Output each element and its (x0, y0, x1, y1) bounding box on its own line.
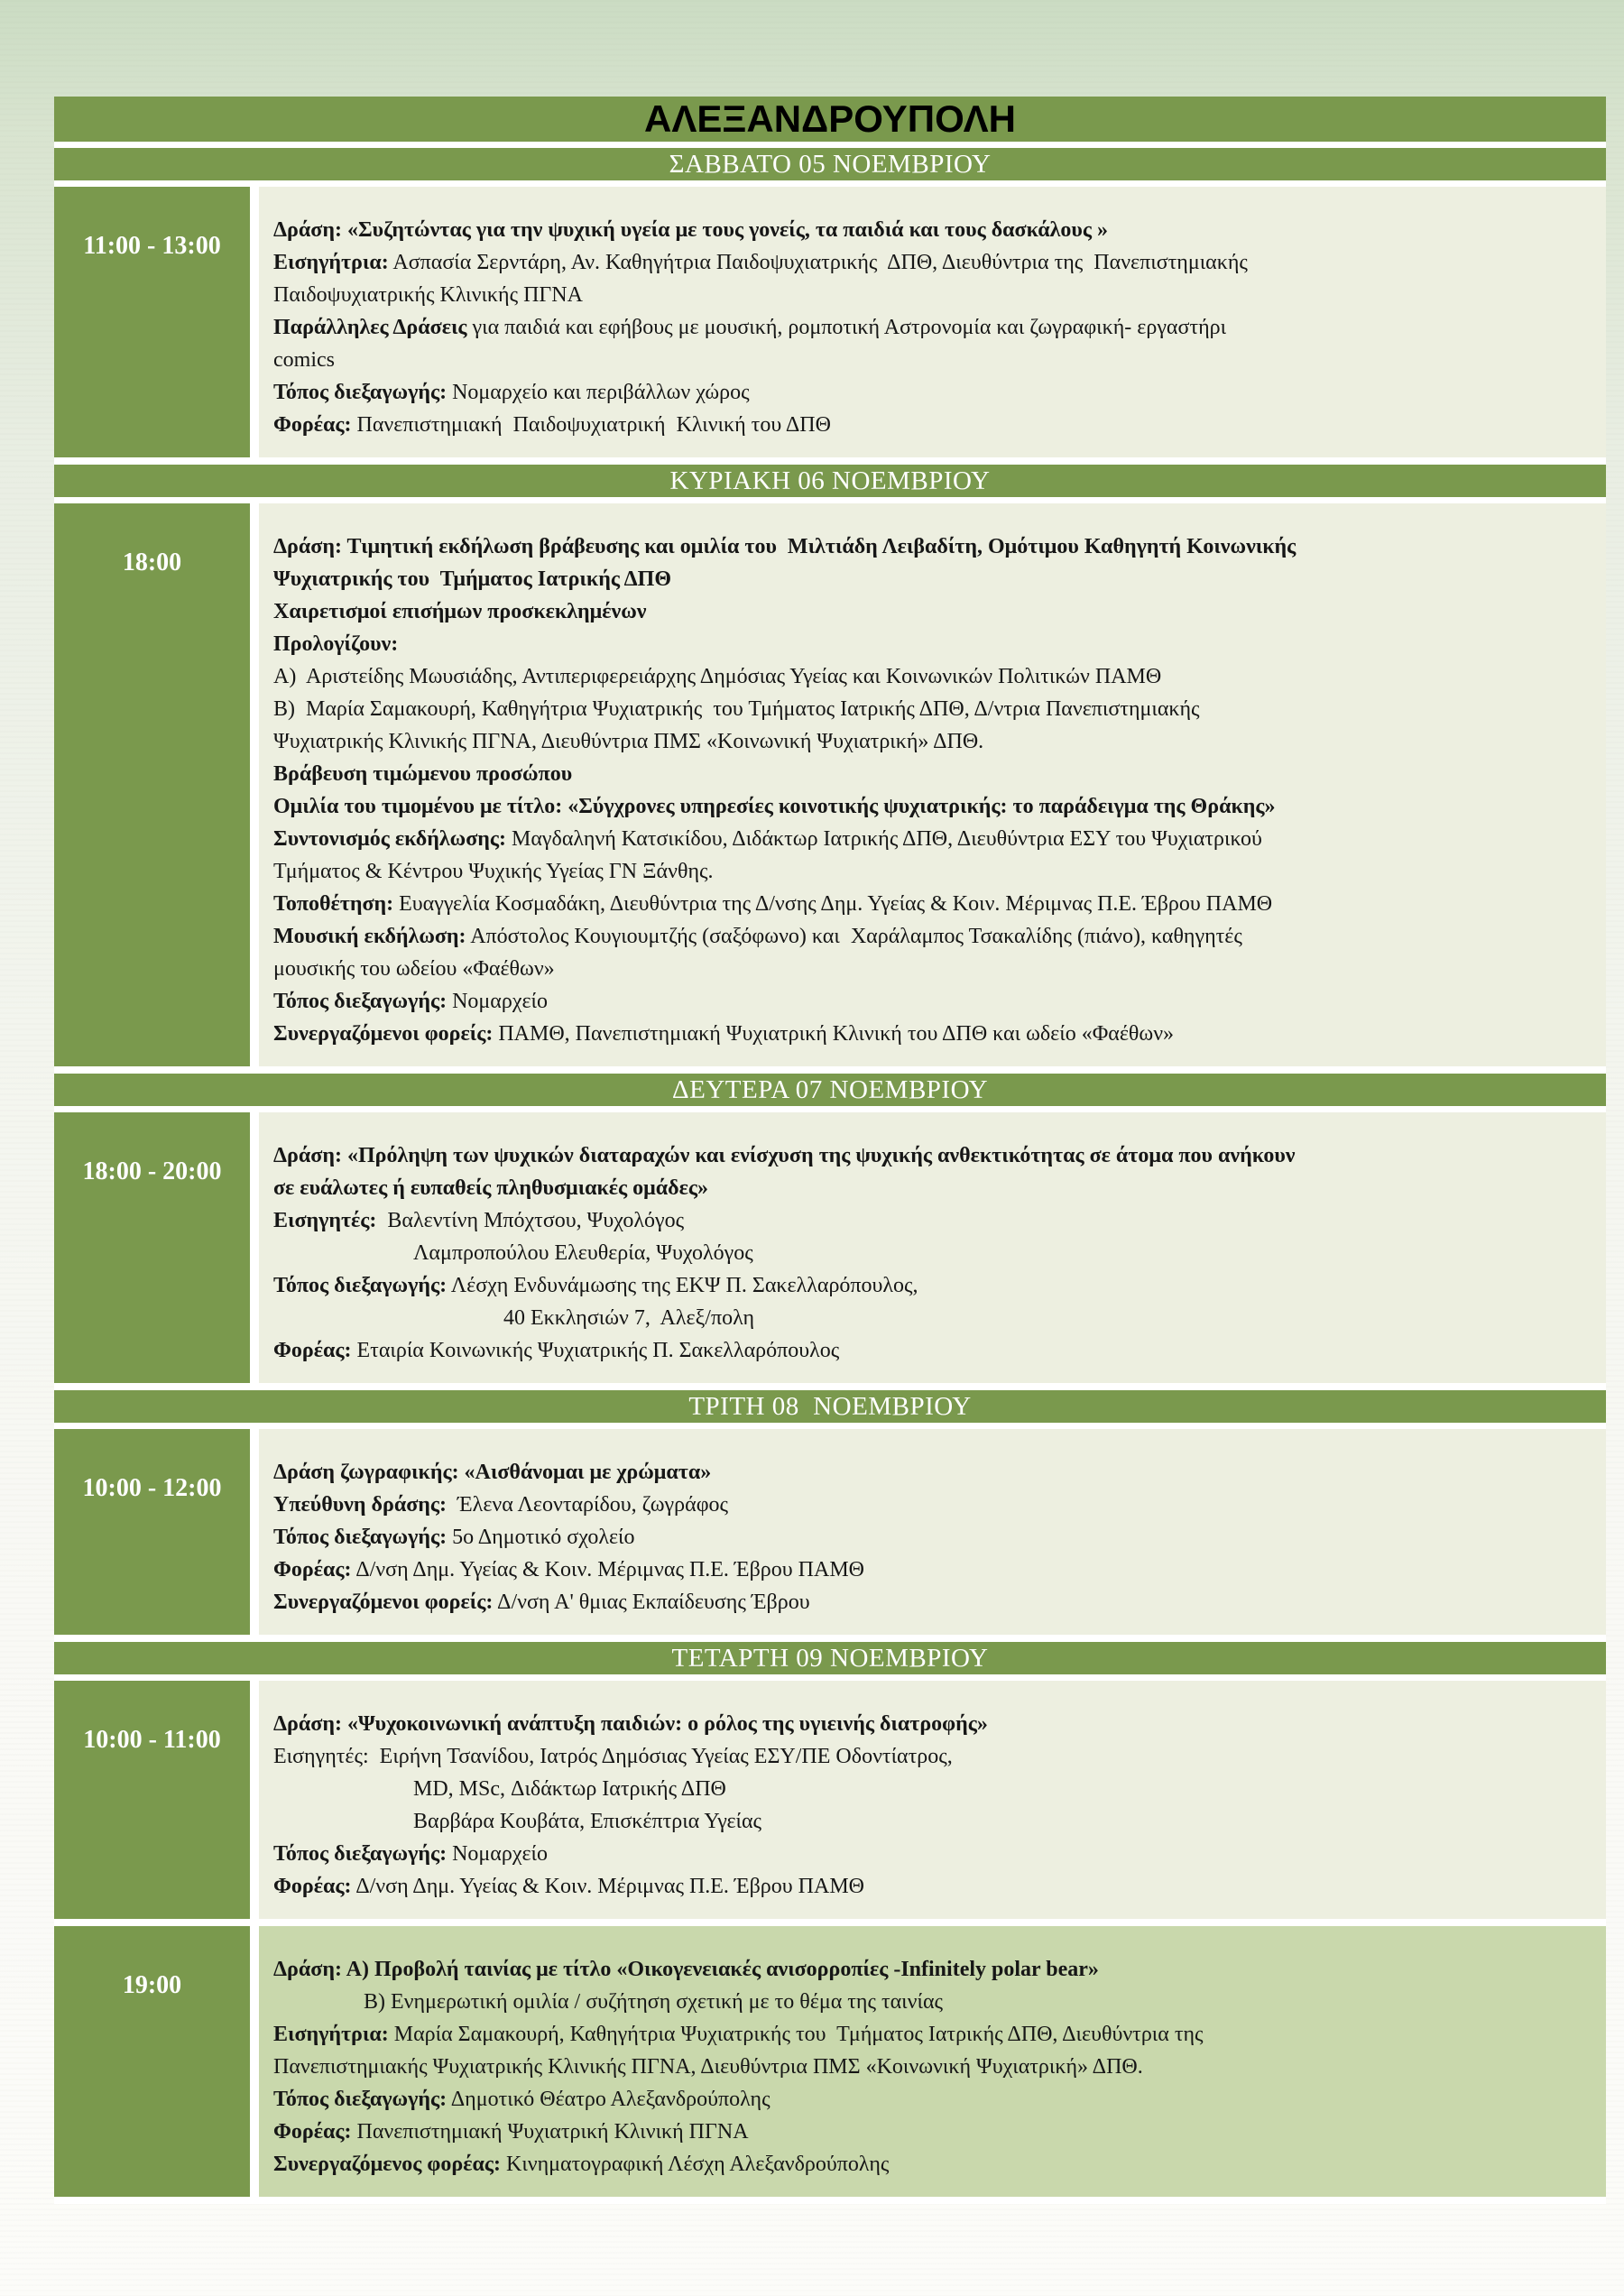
schedule-row (54, 1112, 1606, 1383)
label-text: Τόπος διεξαγωγής: (273, 2088, 448, 2111)
day-header-bar-0 (54, 148, 1606, 180)
body-text: Έλενα Λεονταρίδου, ζωγράφος (447, 1493, 729, 1517)
event-text-line (273, 1269, 1584, 1302)
event-text-line (273, 1554, 1584, 1586)
event-text-line (273, 1334, 1584, 1367)
body-text: comics (273, 348, 335, 372)
label-text: Εισηγήτρια: (273, 251, 389, 274)
body-text: μουσικής του ωδείου «Φαέθων» (273, 957, 555, 981)
time-cell (54, 503, 250, 1066)
event-text-line (273, 1172, 1584, 1204)
label-text: Τόπος διεξαγωγής: (273, 1842, 448, 1866)
time-label: 18:00 - 20:00 (82, 1157, 222, 1185)
city-header-bar (54, 97, 1606, 142)
day-header-label: ΣΑΒΒΑΤΟ 05 ΝΟΕΜΒΡΙΟΥ (669, 149, 992, 179)
schedule-row (54, 1926, 1606, 2197)
label-text: Ομιλία του τιμομένου με τίτλο: «Σύγχρονες υπηρεσίες κοινοτικής ψυχιατρικής: το παράδειγμα της Θράκης» (273, 795, 1276, 818)
label-text: Δράση: Τιμητική εκδήλωση βράβευσης και ομιλία του Μιλτιάδη Λειβαδίτη, Ομότιμου Καθηγητή Κοινωνικής (273, 535, 1296, 558)
label-text: Φορέας: (273, 1339, 352, 1362)
event-text-line (273, 1204, 1584, 1237)
label-text: Συνεργαζόμενοι φορείς: (273, 1022, 494, 1046)
event-text-line (273, 1489, 1584, 1521)
label-text: Τοποθέτηση: (273, 892, 394, 916)
event-text-line (273, 1838, 1584, 1870)
body-text: Ψυχιατρικής Κλινικής ΠΓΝΑ, Διευθύντρια ΠΜΣ «Κοινωνική Ψυχιατρική» ΔΠΘ. (273, 730, 984, 753)
label-text: Τόπος διεξαγωγής: (273, 1526, 448, 1549)
time-cell (54, 1112, 250, 1383)
label-text: Συνεργαζόμενοι φορείς: (273, 1591, 494, 1614)
event-text-line (273, 2051, 1584, 2083)
event-text-line (273, 920, 1584, 953)
event-text-line (273, 595, 1584, 628)
label-text: Φορέας: (273, 413, 352, 437)
event-text-line (273, 1521, 1584, 1554)
body-text: Β) Ενημερωτική ομιλία / συζήτηση σχετική με το θέμα της ταινίας (364, 1990, 944, 2014)
time-label: 10:00 - 11:00 (83, 1726, 221, 1754)
event-text-line (273, 985, 1584, 1018)
schedule-row (54, 1681, 1606, 1919)
event-text-line (273, 823, 1584, 855)
body-text: Νομαρχείο και περιβάλλων χώρος (447, 381, 750, 404)
body-text: Β) Μαρία Σαμακουρή, Καθηγήτρια Ψυχιατρικής του Τμήματος Ιατρικής ΔΠΘ, Δ/ντρια Πανεπιστημιακής (273, 697, 1200, 721)
event-details (259, 1429, 1606, 1635)
event-details (259, 1112, 1606, 1383)
label-text: Συνεργαζόμενος φορέας: (273, 2153, 501, 2176)
body-text: Νομαρχείο (447, 990, 548, 1013)
label-text: σε ευάλωτες ή ευπαθείς πληθυσμιακές ομάδες» (273, 1176, 709, 1200)
event-text-line (273, 1953, 1584, 1986)
label-text: Δράση: «Συζητώντας για την ψυχική υγεία με τους γονείς, τα παιδιά και τους δασκάλους » (273, 218, 1108, 242)
time-label: 18:00 (122, 549, 182, 576)
day-header-bar-4 (54, 1642, 1606, 1674)
body-text: Κινηματογραφική Λέσχη Αλεξανδρούπολης (500, 2153, 890, 2176)
time-label: 19:00 (122, 1971, 182, 1999)
city-title: ΑΛΕΞΑΝΔΡΟΥΠΟΛΗ (644, 97, 1016, 140)
event-text-line (273, 376, 1584, 409)
label-text: Υπεύθυνη δράσης: (273, 1493, 448, 1517)
time-cell (54, 1926, 250, 2197)
body-text: Μαρία Σαμακουρή, Καθηγήτρια Ψυχιατρικής του Τμήματος Ιατρικής ΔΠΘ, Διευθύντρια της (388, 2023, 1204, 2046)
event-details (259, 1926, 1606, 2197)
label-text: Εισηγητές: (273, 1209, 377, 1232)
body-text: Εταιρία Κοινωνικής Ψυχιατρικής Π. Σακελλαρόπουλος (351, 1339, 840, 1362)
event-text-line (273, 1740, 1584, 1773)
label-text: Φορέας: (273, 2120, 352, 2144)
body-text: 40 Εκκλησιών 7, Αλεξ/πολη (503, 1306, 755, 1330)
body-text: MD, MSc, Διδάκτωρ Ιατρικής ΔΠΘ (413, 1777, 726, 1801)
event-text-line (273, 1586, 1584, 1618)
body-text: Μαγδαληνή Κατσικίδου, Διδάκτωρ Ιατρικής ΔΠΘ, Διευθύντρια ΕΣΥ του Ψυχιατρικού (506, 827, 1262, 851)
label-text: Ψυχιατρικής του Τμήματος Ιατρικής ΔΠΘ (273, 567, 672, 591)
body-text: Τμήματος & Κέντρου Ψυχικής Υγείας ΓΝ Ξάνθης. (273, 860, 714, 883)
body-text: Ασπασία Σερντάρη, Αν. Καθηγήτρια Παιδοψυχιατρικής ΔΠΘ, Διευθύντρια της Πανεπιστημιακής (388, 251, 1248, 274)
event-text-line (273, 1870, 1584, 1903)
day-header-label: ΤΕΤΑΡΤΗ 09 ΝΟΕΜΒΡΙΟΥ (671, 1643, 989, 1673)
day-header-label: ΔΕΥΤΕΡΑ 07 ΝΟΕΜΒΡΙΟΥ (671, 1074, 989, 1104)
body-text: Παιδοψυχιατρικής Κλινικής ΠΓΝΑ (273, 283, 583, 307)
body-text: για παιδιά και εφήβους με μουσική, ρομποτική Αστρονομία και ζωγραφική- εργαστήρι (466, 316, 1227, 339)
body-text: Βαλεντίνη Μπόχτσου, Ψυχολόγος (376, 1209, 685, 1232)
body-text: Βαρβάρα Κουβάτα, Επισκέπτρια Υγείας (413, 1810, 762, 1833)
body-text: Α) Αριστείδης Μωυσιάδης, Αντιπεριφερειάρχης Δημόσιας Υγείας και Κοινωνικών Πολιτικών ΠΑΜΘ (273, 665, 1162, 688)
label-text: Δράση: «Ψυχοκοινωνική ανάπτυξη παιδιών: ο ρόλος της υγιεινής διατροφής» (273, 1712, 988, 1736)
body-text: Δ/νση Α' θμιας Εκπαίδευσης Έβρου (493, 1591, 810, 1614)
event-text-line (273, 1018, 1584, 1050)
body-text: 5ο Δημοτικό σχολείο (447, 1526, 635, 1549)
event-text-line (273, 214, 1584, 246)
event-text-line (273, 1302, 1584, 1334)
day-header-label: ΤΡΙΤΗ 08 ΝΟΕΜΒΡΙΟΥ (688, 1391, 972, 1421)
label-text: Τόπος διεξαγωγής: (273, 381, 448, 404)
event-text-line (273, 888, 1584, 920)
body-text: Δ/νση Δημ. Υγείας & Κοιν. Μέριμνας Π.Ε. Έβρου ΠΑΜΘ (351, 1558, 864, 1581)
event-text-line (273, 1773, 1584, 1805)
event-details (259, 503, 1606, 1066)
body-text: Πανεπιστημιακή Ψυχιατρική Κλινική ΠΓΝΑ (351, 2120, 749, 2144)
body-text: Εισηγητές: Ειρήνη Τσανίδου, Ιατρός Δημόσιας Υγείας ΕΣΥ/ΠΕ Οδοντίατρος, (273, 1745, 953, 1768)
event-text-line (273, 311, 1584, 344)
event-text-line (273, 2018, 1584, 2051)
time-cell (54, 1681, 250, 1919)
body-text: Πανεπιστημιακής Ψυχιατρικής Κλινικής ΠΓΝΑ, Διευθύντρια ΠΜΣ «Κοινωνική Ψυχιατρική» ΔΠΘ. (273, 2055, 1143, 2079)
event-text-line (273, 1708, 1584, 1740)
event-text-line (273, 1237, 1584, 1269)
body-text: Λαμπροπούλου Ελευθερία, Ψυχολόγος (413, 1241, 753, 1265)
label-text: Μουσική εκδήλωση: (273, 925, 466, 948)
schedule-row (54, 503, 1606, 1066)
event-text-line (273, 344, 1584, 376)
time-label: 10:00 - 12:00 (82, 1474, 222, 1502)
event-text-line (273, 790, 1584, 823)
time-label: 11:00 - 13:00 (83, 232, 221, 260)
label-text: Φορέας: (273, 1558, 352, 1581)
day-header-label: ΚΥΡΙΑΚΗ 06 ΝΟΕΜΒΡΙΟΥ (669, 466, 991, 495)
event-text-line (273, 628, 1584, 660)
label-text: Δράση: Α) Προβολή ταινίας με τίτλο «Οικογενειακές ανισορροπίες -Infinitely polar bear» (273, 1958, 1099, 1981)
label-text: Χαιρετισμοί επισήμων προσκεκλημένων (273, 600, 647, 623)
event-text-line (273, 409, 1584, 441)
day-header-bar-3 (54, 1390, 1606, 1423)
day-header-bar-1 (54, 465, 1606, 497)
event-text-line (273, 855, 1584, 888)
body-text: Νομαρχείο (447, 1842, 548, 1866)
label-text: Δράση: «Πρόληψη των ψυχικών διαταραχών και ενίσχυση της ψυχικής ανθεκτικότητας σε άτομα που ανήκουν (273, 1144, 1296, 1167)
label-text: Συντονισμός εκδήλωσης: (273, 827, 506, 851)
body-text: ΠΑΜΘ, Πανεπιστημιακή Ψυχιατρική Κλινική του ΔΠΘ και ωδείο «Φαέθων» (493, 1022, 1175, 1046)
event-text-line (273, 2083, 1584, 2116)
time-cell (54, 187, 250, 457)
body-text: Λέσχη Ενδυνάμωσης της ΕΚΨ Π. Σακελλαρόπουλος, (447, 1274, 918, 1297)
body-text: Δημοτικό Θέατρο Αλεξανδρούπολης (447, 2088, 770, 2111)
label-text: Φορέας: (273, 1875, 352, 1898)
time-cell (54, 1429, 250, 1635)
body-text: Δ/νση Δημ. Υγείας & Κοιν. Μέριμνας Π.Ε. Έβρου ΠΑΜΘ (351, 1875, 864, 1898)
event-text-line (273, 660, 1584, 693)
event-details (259, 187, 1606, 457)
event-text-line (273, 693, 1584, 725)
label-text: Παράλληλες Δράσεις (273, 316, 467, 339)
event-text-line (273, 953, 1584, 985)
days-container (54, 148, 1606, 2197)
event-text-line (273, 2116, 1584, 2148)
label-text: Τόπος διεξαγωγής: (273, 1274, 448, 1297)
event-text-line (273, 279, 1584, 311)
event-text-line (273, 530, 1584, 563)
event-details (259, 1681, 1606, 1919)
day-header-bar-2 (54, 1074, 1606, 1106)
schedule-table (54, 97, 1606, 2204)
event-text-line (273, 725, 1584, 758)
event-text-line (273, 758, 1584, 790)
event-text-line (273, 1805, 1584, 1838)
event-text-line (273, 1139, 1584, 1172)
event-text-line (273, 1456, 1584, 1489)
label-text: Προλογίζουν: (273, 632, 399, 656)
event-text-line (273, 1986, 1584, 2018)
body-text: Πανεπιστημιακή Παιδοψυχιατρική Κλινική του ΔΠΘ (351, 413, 831, 437)
label-text: Βράβευση τιμώμενου προσώπου (273, 762, 573, 786)
label-text: Τόπος διεξαγωγής: (273, 990, 448, 1013)
event-text-line (273, 2148, 1584, 2181)
schedule-row (54, 1429, 1606, 1635)
schedule-row (54, 187, 1606, 457)
label-text: Δράση ζωγραφικής: «Αισθάνομαι με χρώματα» (273, 1461, 712, 1484)
event-text-line (273, 246, 1584, 279)
label-text: Εισηγήτρια: (273, 2023, 389, 2046)
body-text: Ευαγγελία Κοσμαδάκη, Διευθύντρια της Δ/νσης Δημ. Υγείας & Κοιν. Μέριμνας Π.Ε. Έβρου ΠΑΜΘ (393, 892, 1273, 916)
body-text: Απόστολος Κουγιουμτζής (σαξόφωνο) και Χαράλαμπος Τσακαλίδης (πιάνο), καθηγητές (466, 925, 1242, 948)
event-text-line (273, 563, 1584, 595)
